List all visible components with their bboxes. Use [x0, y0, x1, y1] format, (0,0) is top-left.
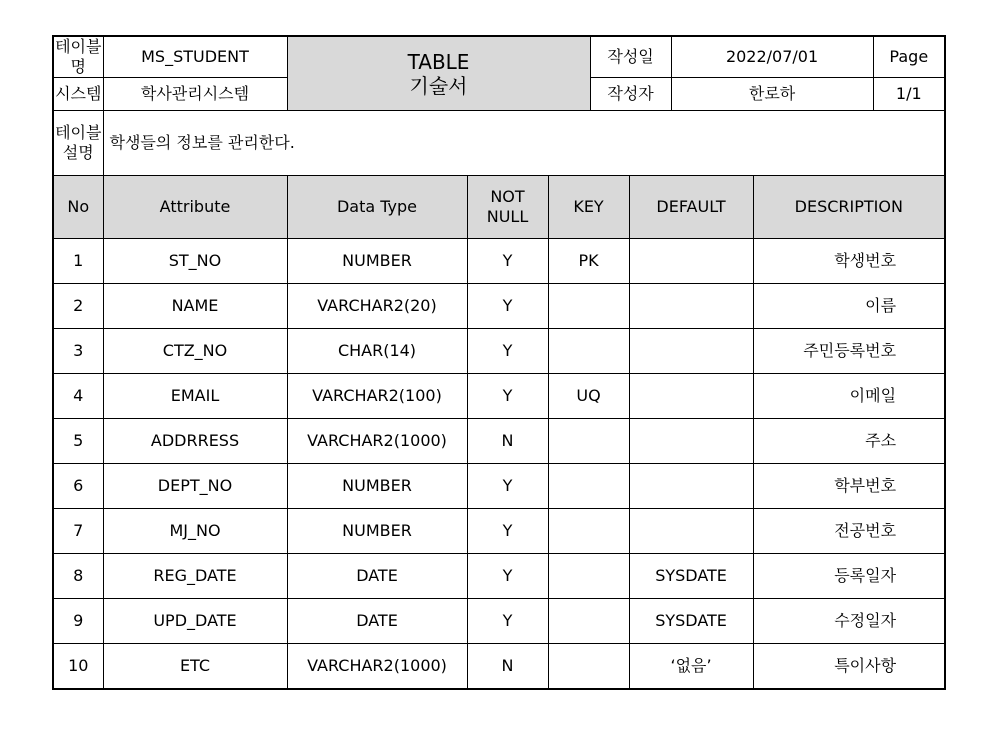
date-label: 작성일	[590, 36, 671, 78]
cell-description: 이름	[753, 284, 945, 329]
table-desc-value: 학생들의 정보를 관리한다.	[103, 111, 945, 176]
cell-default: ‘없음’	[629, 644, 753, 690]
cell-attribute: ETC	[103, 644, 287, 690]
cell-description: 주소	[753, 419, 945, 464]
cell-no: 4	[53, 374, 103, 419]
date-value: 2022/07/01	[671, 36, 873, 78]
cell-attribute: EMAIL	[103, 374, 287, 419]
cell-attribute: DEPT_NO	[103, 464, 287, 509]
cell-default	[629, 329, 753, 374]
cell-default	[629, 239, 753, 284]
cell-data-type: VARCHAR2(100)	[287, 374, 467, 419]
col-header-data-type: Data Type	[287, 176, 467, 239]
cell-not-null: Y	[467, 599, 548, 644]
cell-no: 2	[53, 284, 103, 329]
cell-description: 수정일자	[753, 599, 945, 644]
cell-default: SYSDATE	[629, 554, 753, 599]
cell-data-type: DATE	[287, 554, 467, 599]
cell-description: 학부번호	[753, 464, 945, 509]
cell-attribute: REG_DATE	[103, 554, 287, 599]
table-spec-document	[52, 35, 944, 690]
cell-not-null: Y	[467, 554, 548, 599]
table-desc-label-line1: 테이블	[55, 123, 102, 142]
cell-default	[629, 509, 753, 554]
cell-default: SYSDATE	[629, 599, 753, 644]
table-row	[53, 284, 945, 329]
cell-data-type: NUMBER	[287, 509, 467, 554]
cell-attribute: ADDRRESS	[103, 419, 287, 464]
page-label: Page	[873, 36, 945, 78]
col-header-not-null	[467, 176, 548, 239]
author-value: 한로하	[671, 78, 873, 111]
cell-key	[548, 554, 629, 599]
col-header-default: DEFAULT	[629, 176, 753, 239]
title-line-2: 기술서	[409, 73, 468, 98]
cell-key: PK	[548, 239, 629, 284]
table-name-label: 테이블명	[53, 36, 103, 78]
cell-attribute: UPD_DATE	[103, 599, 287, 644]
cell-not-null: Y	[467, 284, 548, 329]
cell-description: 특이사항	[753, 644, 945, 690]
col-header-description: DESCRIPTION	[753, 176, 945, 239]
table-row	[53, 419, 945, 464]
table-row	[53, 599, 945, 644]
cell-no: 7	[53, 509, 103, 554]
cell-description: 이메일	[753, 374, 945, 419]
cell-data-type: CHAR(14)	[287, 329, 467, 374]
cell-attribute: CTZ_NO	[103, 329, 287, 374]
col-header-not-null-line2: NULL	[486, 207, 529, 226]
document-title	[287, 36, 590, 111]
table-name-value: MS_STUDENT	[103, 36, 287, 78]
cell-no: 3	[53, 329, 103, 374]
cell-data-type: NUMBER	[287, 239, 467, 284]
system-label: 시스템	[53, 78, 103, 111]
cell-key: UQ	[548, 374, 629, 419]
cell-attribute: ST_NO	[103, 239, 287, 284]
table-row	[53, 329, 945, 374]
system-value: 학사관리시스템	[103, 78, 287, 111]
cell-key	[548, 464, 629, 509]
cell-description: 주민등록번호	[753, 329, 945, 374]
author-label: 작성자	[590, 78, 671, 111]
cell-key	[548, 599, 629, 644]
page-value: 1/1	[873, 78, 945, 111]
cell-key	[548, 329, 629, 374]
col-header-attribute: Attribute	[103, 176, 287, 239]
cell-not-null: Y	[467, 374, 548, 419]
col-header-key: KEY	[548, 176, 629, 239]
cell-data-type: DATE	[287, 599, 467, 644]
cell-not-null: N	[467, 419, 548, 464]
cell-default	[629, 284, 753, 329]
cell-no: 5	[53, 419, 103, 464]
cell-default	[629, 374, 753, 419]
cell-not-null: Y	[467, 464, 548, 509]
cell-no: 6	[53, 464, 103, 509]
spec-table	[52, 35, 946, 690]
cell-not-null: Y	[467, 329, 548, 374]
table-desc-label-line2: 설명	[62, 143, 94, 162]
cell-not-null: Y	[467, 239, 548, 284]
cell-attribute: NAME	[103, 284, 287, 329]
cell-data-type: NUMBER	[287, 464, 467, 509]
table-desc-label	[53, 111, 103, 176]
cell-description: 학생번호	[753, 239, 945, 284]
cell-default	[629, 419, 753, 464]
cell-key	[548, 644, 629, 690]
table-row	[53, 554, 945, 599]
cell-key	[548, 284, 629, 329]
cell-description: 전공번호	[753, 509, 945, 554]
cell-no: 9	[53, 599, 103, 644]
table-row	[53, 374, 945, 419]
table-row	[53, 464, 945, 509]
cell-description: 등록일자	[753, 554, 945, 599]
table-row	[53, 644, 945, 690]
cell-no: 1	[53, 239, 103, 284]
cell-not-null: Y	[467, 509, 548, 554]
cell-no: 8	[53, 554, 103, 599]
title-line-1: TABLE	[407, 49, 470, 74]
cell-no: 10	[53, 644, 103, 690]
table-row	[53, 239, 945, 284]
cell-data-type: VARCHAR2(1000)	[287, 644, 467, 690]
cell-data-type: VARCHAR2(1000)	[287, 419, 467, 464]
col-header-not-null-line1: NOT	[490, 187, 525, 206]
table-row	[53, 509, 945, 554]
col-header-no: No	[53, 176, 103, 239]
cell-attribute: MJ_NO	[103, 509, 287, 554]
cell-key	[548, 509, 629, 554]
cell-not-null: N	[467, 644, 548, 690]
cell-data-type: VARCHAR2(20)	[287, 284, 467, 329]
cell-key	[548, 419, 629, 464]
cell-default	[629, 464, 753, 509]
